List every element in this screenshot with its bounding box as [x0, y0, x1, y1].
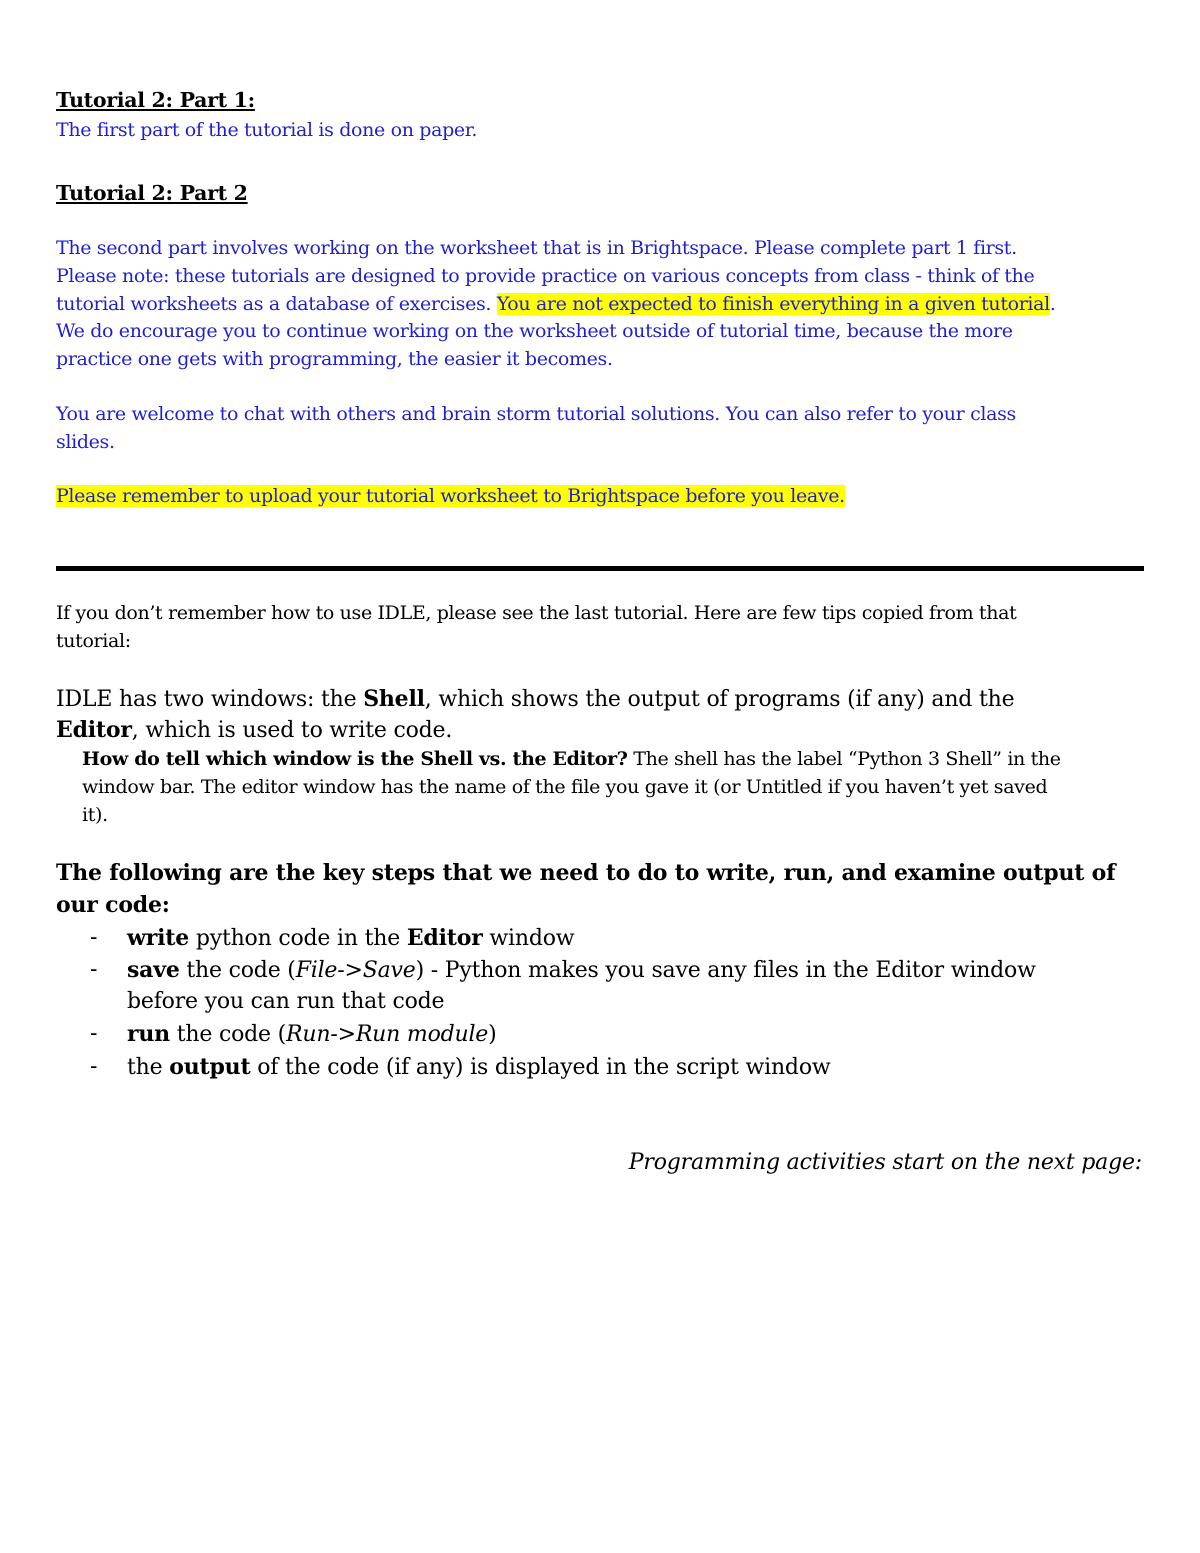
step-output-b: of the code (if any) is displayed in the script window: [250, 1055, 831, 1080]
step-run: [127, 1021, 497, 1047]
section-divider: [56, 566, 1144, 571]
tell-window-line2: window bar. The editor window has the name of the file you gave it (or Untitled if you haven’t yet saved: [82, 776, 1048, 798]
step-save-a: the code (: [179, 958, 296, 983]
step-run-a: the code (: [169, 1022, 287, 1047]
part2-para1-line3-pre: tutorial worksheets as a database of exercises.: [56, 293, 497, 315]
step-write-a: python code in the: [189, 926, 407, 951]
step-bullet-4: -: [90, 1054, 98, 1079]
part2-para2-line2: slides.: [56, 431, 115, 453]
steps-heading-line2: our code:: [56, 892, 170, 918]
step-bullet-1: -: [90, 925, 98, 950]
part1-text: The first part of the tutorial is done on paper.: [56, 119, 478, 141]
part1-heading: Tutorial 2: Part 1:: [56, 88, 255, 112]
idle-intro-line1: If you don’t remember how to use IDLE, please see the last tutorial. Here are few tips copied from that: [56, 602, 1017, 624]
idle-windows-l2-b: , which is used to write code.: [131, 718, 453, 743]
steps-heading-line1: The following are the key steps that we need to do to write, run, and examine output of: [56, 860, 1116, 886]
step-write: [127, 925, 574, 951]
part2-para1-line5: practice one gets with programming, the easier it becomes.: [56, 348, 613, 370]
shell-term: Shell: [363, 686, 425, 712]
step-bullet-2: -: [90, 957, 98, 982]
step-save-b: ) - Python makes you save any files in the Editor window: [415, 958, 1036, 983]
not-expected-highlight: You are not expected to finish everything in a given tutorial: [496, 293, 1050, 315]
part2-para1-line3: [56, 293, 1056, 315]
next-page-note: Programming activities start on the next page:: [628, 1150, 1142, 1175]
idle-windows-l1-a: IDLE has two windows: the: [56, 687, 364, 712]
tell-window-line3: it).: [82, 804, 108, 826]
upload-reminder-highlight: Please remember to upload your tutorial worksheet to Brightspace before you leave.: [56, 485, 845, 507]
step-save: [127, 957, 1036, 983]
idle-windows-line2: [56, 717, 452, 743]
step-output: [127, 1054, 831, 1080]
step-write-editor: Editor: [406, 925, 483, 951]
tell-window-line1: [82, 748, 1061, 770]
step-write-verb: write: [127, 925, 190, 951]
step-run-b: ): [488, 1022, 497, 1047]
upload-reminder: [56, 485, 845, 507]
part2-para1-line4: We do encourage you to continue working on the worksheet outside of tutorial time, because the more: [56, 320, 1013, 342]
idle-intro-line2: tutorial:: [56, 630, 131, 652]
part2-para1-line1: The second part involves working on the worksheet that is in Brightspace. Please complete part 1 first.: [56, 237, 1017, 259]
step-output-word: output: [169, 1054, 251, 1080]
step-save-verb: save: [127, 957, 180, 983]
step-run-menu: Run->Run module: [286, 1022, 489, 1047]
idle-windows-l1-b: , which shows the output of programs (if any) and the: [424, 687, 1015, 712]
step-save-line2: before you can run that code: [127, 989, 445, 1014]
step-output-a: the: [127, 1055, 170, 1080]
step-write-b: window: [482, 926, 575, 951]
editor-term: Editor: [56, 717, 132, 743]
part2-para1-line3-post: .: [1049, 293, 1056, 315]
tell-window-question: How do tell which window is the Shell vs. the Editor?: [82, 748, 628, 770]
idle-windows-line1: [56, 686, 1014, 712]
part2-para2-line1: You are welcome to chat with others and brain storm tutorial solutions. You can also refer to your class: [56, 403, 1016, 425]
tell-window-l1-rest: The shell has the label “Python 3 Shell” in the: [627, 748, 1061, 770]
part2-para1-line2: Please note: these tutorials are designed to provide practice on various concepts from class - think of the: [56, 265, 1035, 287]
part2-heading: Tutorial 2: Part 2: [56, 181, 248, 205]
step-bullet-3: -: [90, 1021, 98, 1046]
step-run-verb: run: [127, 1021, 170, 1047]
step-save-menu: File->Save: [295, 958, 416, 983]
